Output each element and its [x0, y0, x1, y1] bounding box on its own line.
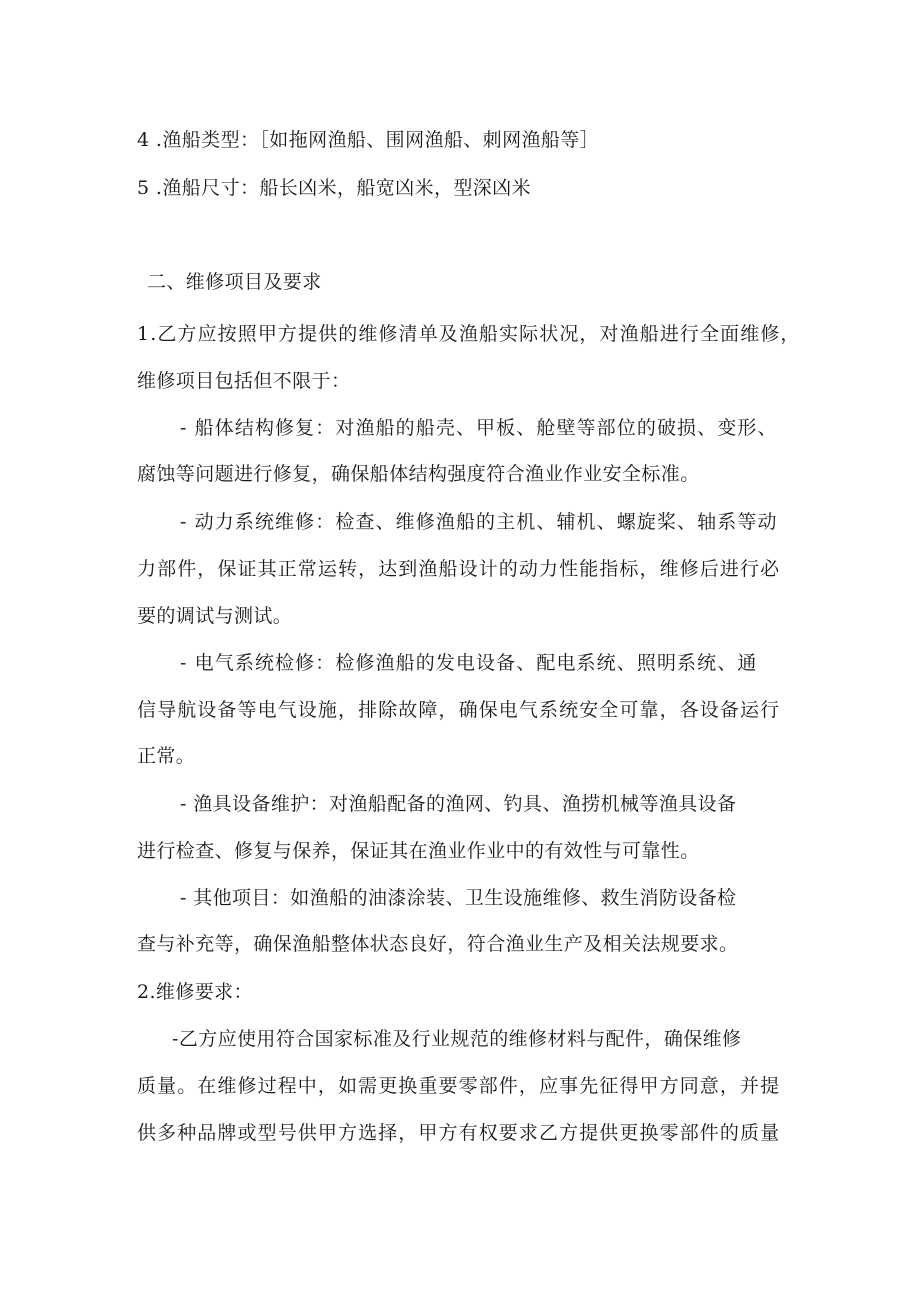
section-heading: 二、维修项目及要求: [147, 271, 322, 293]
vessel-type-item: 4 .渔船类型：［如拖网渔船、围网渔船、刺网渔船等］: [137, 129, 600, 151]
repair-requirements-line-1: -乙方应使用符合国家标准及行业规范的维修材料与配件，确保维修: [172, 1028, 742, 1050]
power-system-line-3: 要的调试与测试。: [137, 605, 293, 627]
electrical-system-line-1: - 电气系统检修：检修渔船的发电设备、配电系统、照明系统、通: [180, 652, 758, 674]
other-items-line-1: - 其他项目：如渔船的油漆涂装、卫生设施维修、救生消防设备检: [180, 887, 737, 909]
repair-requirements-heading: 2.维修要求：: [137, 981, 253, 1003]
paragraph-1-line-1: 1.乙方应按照甲方提供的维修清单及渔船实际状况，对渔船进行全面维修，: [137, 323, 801, 345]
paragraph-1-line-2: 维修项目包括但不限于：: [137, 370, 351, 392]
repair-requirements-line-3: 供多种品牌或型号供甲方选择，甲方有权要求乙方提供更换零部件的质量: [137, 1122, 781, 1144]
other-items-line-2: 查与补充等，确保渔船整体状态良好，符合渔业生产及相关法规要求。: [137, 933, 739, 955]
fishing-gear-line-1: - 渔具设备维护：对渔船配备的渔网、钓具、渔捞机械等渔具设备: [180, 793, 737, 815]
power-system-line-1: - 动力系统维修：检查、维修渔船的主机、辅机、螺旋桨、轴系等动: [180, 511, 778, 533]
repair-requirements-line-2: 质量。在维修过程中，如需更换重要零部件，应事先征得甲方同意，并提: [137, 1075, 781, 1097]
electrical-system-line-3: 正常。: [137, 745, 196, 767]
fishing-gear-line-2: 进行检查、修复与保养，保证其在渔业作业中的有效性与可靠性。: [137, 840, 700, 862]
hull-repair-line-2: 腐蚀等问题进行修复，确保船体结构强度符合渔业作业安全标准。: [137, 463, 700, 485]
hull-repair-line-1: - 船体结构修复：对渔船的船壳、甲板、舱壁等部位的破损、变形、: [180, 417, 778, 439]
vessel-size-item: 5 .渔船尺寸：船长凶米，船宽凶米，型深凶米: [137, 177, 531, 199]
power-system-line-2: 力部件，保证其正常运转，达到渔船设计的动力性能指标，维修后进行必: [137, 558, 781, 580]
electrical-system-line-2: 信导航设备等电气设施，排除故障，确保电气系统安全可靠，各设备运行: [137, 699, 781, 721]
